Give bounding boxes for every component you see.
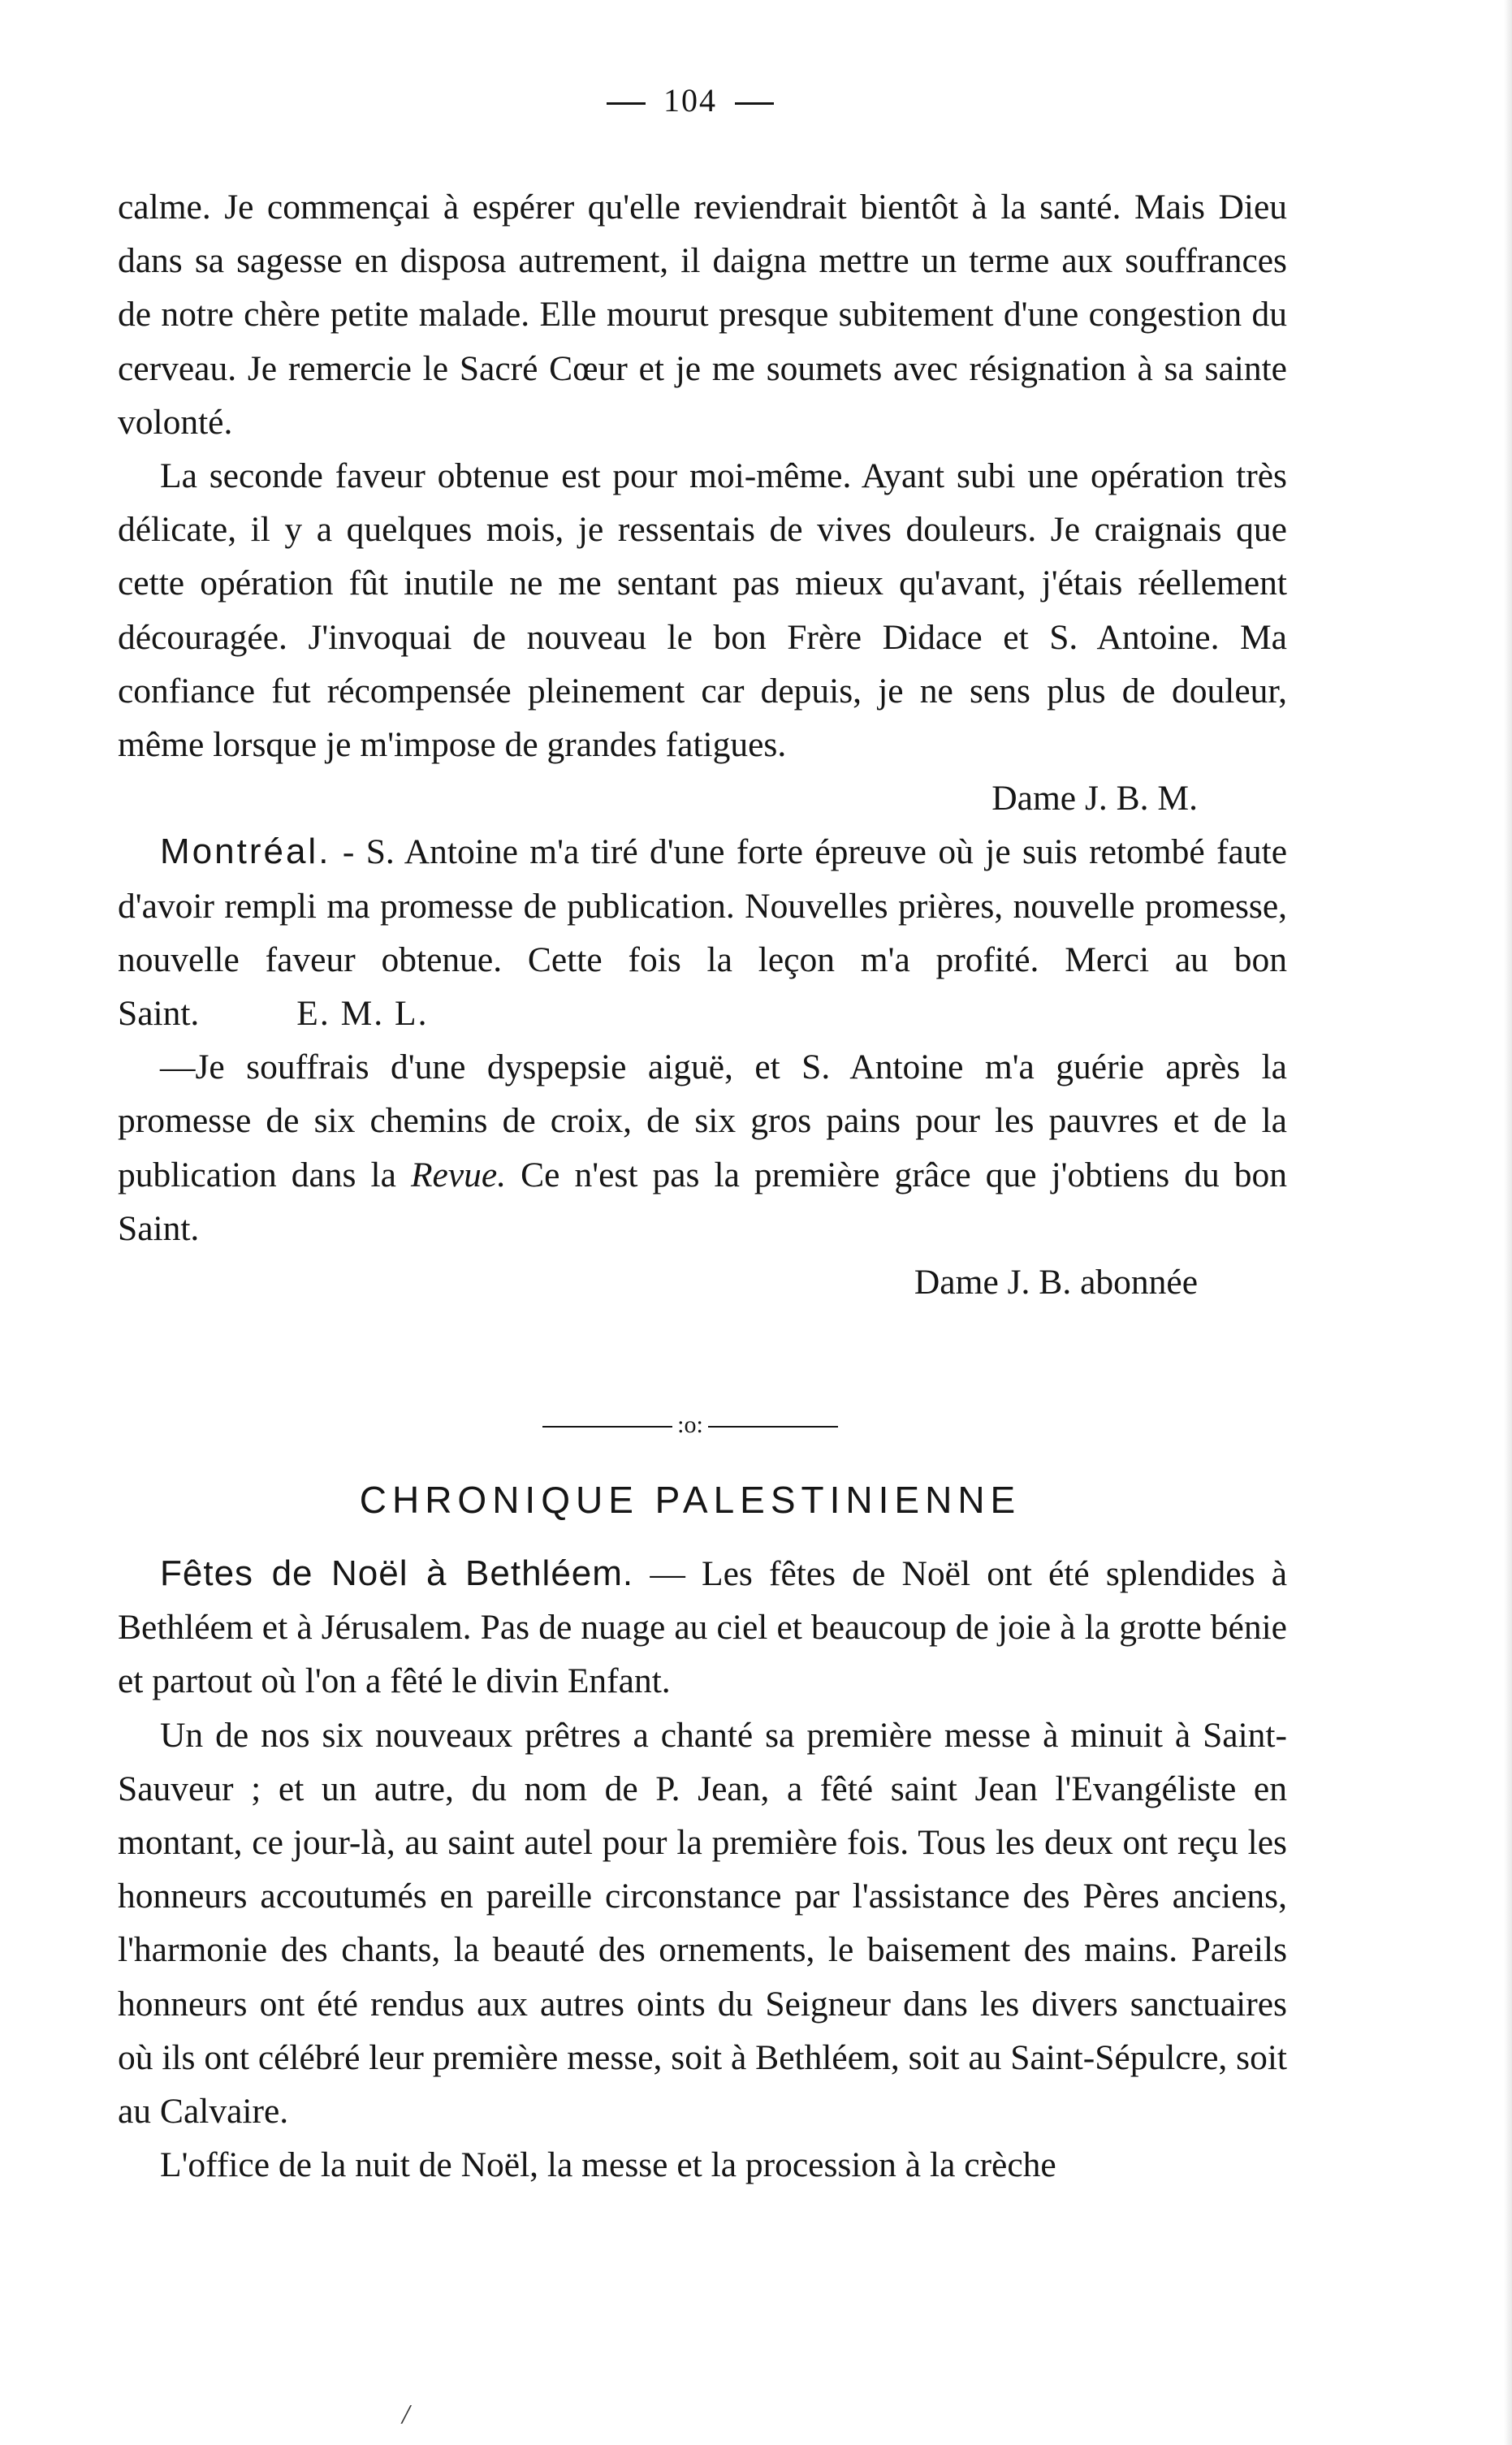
page-edge [1504,0,1512,2445]
signature: Dame J. B. M. [991,779,1198,819]
signature: E. M. L. [296,994,429,1034]
section-heading: CHRONIQUE PALESTINIENNE [359,1479,1022,1521]
page-number-text: 104 [663,82,717,119]
folio-dash-right [735,102,774,105]
paragraph [118,825,1287,1040]
folio-dash-left [607,102,646,105]
paragraph [118,1547,1287,1708]
place-name: Montréal. [160,832,331,872]
paragraph: Un de nos six nouveaux prêtres a chanté sa première messe à minuit à Saint-Sauveur ; et un autre, du nom de P. Jean, a fêté saint Jean l'Evangéliste en montant, ce jour-là, au saint autel pour la première fois. Tous les deux ont reçu les honneurs accoutumés en pareille circonstance par l'assistance des Pères anciens, l'harmonie des chants, la beauté des ornements, le baisement des mains. Pareils honneurs ont été rendus aux autres oints du Seigneur dans les divers sanctuaires où ils ont célébré leur première messe, soit à Bethléem, soit au Saint-Sépulcre, soit au Calvaire. [118,1715,1287,2132]
section-chronicle [118,1547,1287,2192]
publication-title: Revue. [410,1155,507,1194]
subheading: Fêtes de Noël à Bethléem. [160,1553,634,1593]
paragraph-text: —Je souffrais d'une dyspepsie aiguë, et S. Antoine m'a guérie après la promesse de six chemins de croix, de six gros pains pour les pauvres et de la publication dans la [118,1048,1287,1194]
paragraph-text: - S. Antoine m'a tiré d'une forte épreuve où je suis retombé faute d'avoir rempli ma promesse de publication. Nouvelles prières, nouvelle promesse, nouvelle faveur obtenue. Cette fois la leçon m'a profité. Merci au bon Saint. [118,832,1287,1034]
paragraph: La seconde faveur obtenue est pour moi-même. Ayant subi une opération très délicate, il y a quelques mois, je ressentais de vives douleurs. Je craignais que cette opération fût inutile ne me sentant pas mieux qu'avant, j'étais réellement découragée. J'invoquai de nouveau le bon Frère Didace et S. Antoine. Ma confiance fut récompensée pleinement car depuis, je ne sens plus de douleur, même lorsque je m'impose de grandes fatigues. [118,456,1287,765]
paragraph-text: — Les fêtes de Noël ont été splendides à Bethléem et à Jérusalem. Pas de nuage au ciel et beaucoup de joie à la grotte bénie et partout où l'on a fêté le divin Enfant. [118,1554,1288,1701]
margin-mark: / [402,2400,410,2430]
separator-mark: :o: [677,1411,703,1438]
paragraph [118,1040,1287,1255]
separator-rule [708,1426,838,1428]
paragraph: L'office de la nuit de Noël, la messe et la procession à la crèche [160,2145,1056,2185]
paragraph: calme. Je commençai à espérer qu'elle reviendrait bientôt à la santé. Mais Dieu dans sa sagesse en disposa autrement, il daigna mettre un terme aux souffrances de notre chère petite malade. Elle mourut presque subitement d'une congestion du cerveau. Je remercie le Sacré Cœur et je me soumets avec résignation à sa sainte volonté. [118,188,1287,442]
signature: Dame J. B. abonnée [914,1263,1198,1302]
section-separator [0,1409,1380,1441]
section-testimonies [118,180,1287,1309]
page-number [0,81,1380,119]
paragraph-text: Ce n'est pas la première grâce que j'obtiens du bon Saint. [118,1155,1287,1248]
separator-rule [542,1426,672,1428]
